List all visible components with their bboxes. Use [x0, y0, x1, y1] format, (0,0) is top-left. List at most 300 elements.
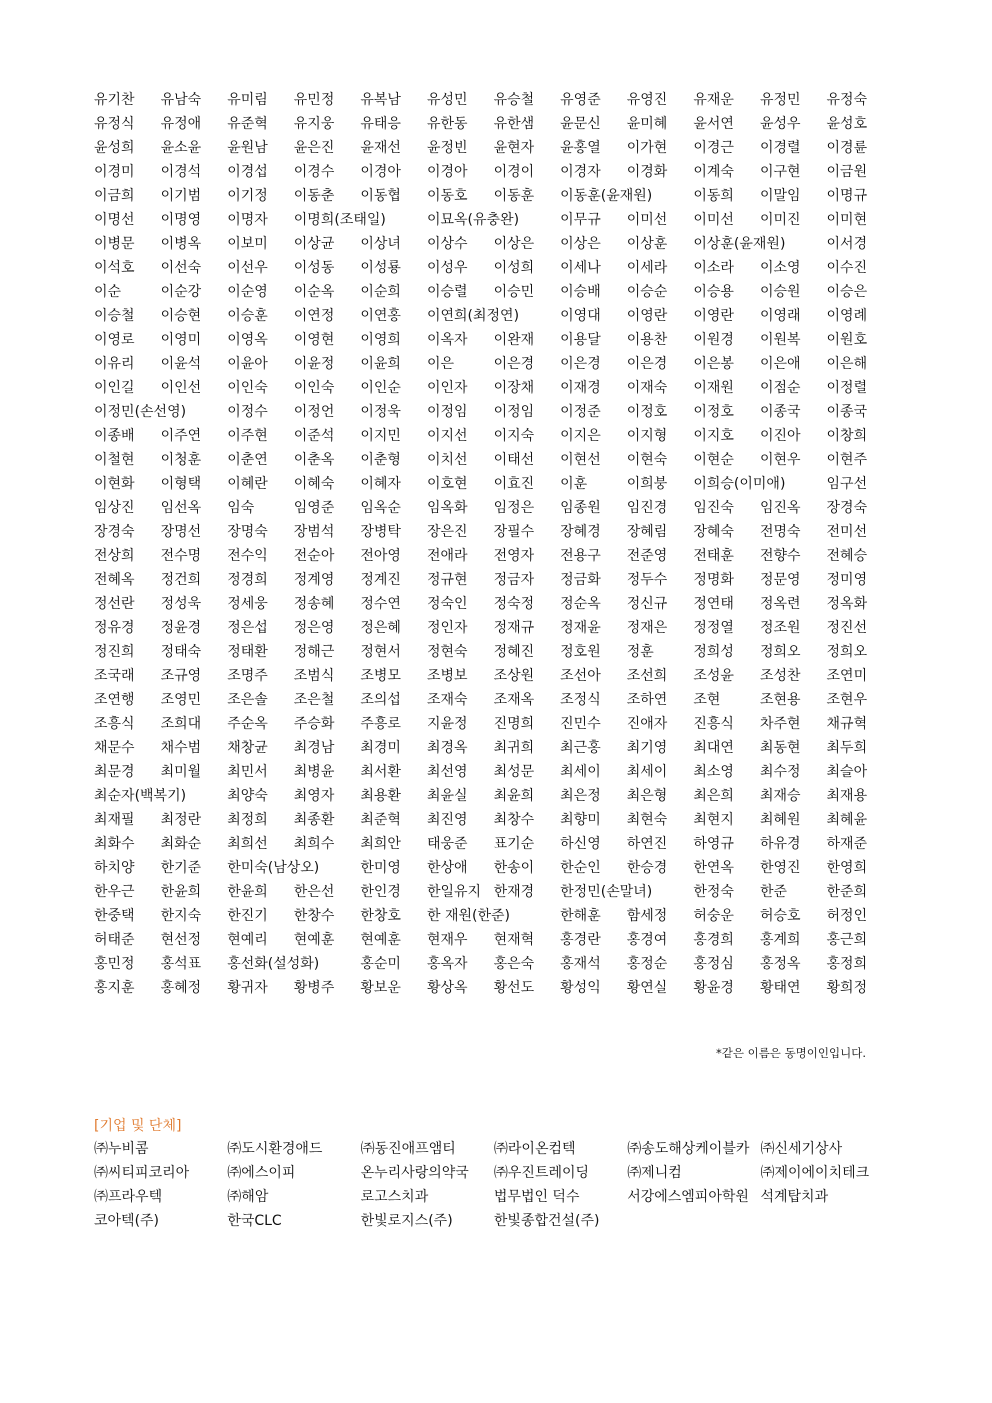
donor-name: 정규현 [426, 572, 468, 588]
corporation-name: ㈜도시환경애드 [227, 1141, 323, 1157]
donor-name [627, 184, 694, 208]
donor-name: 이선우 [227, 260, 268, 276]
donor-name: 이원복 [759, 332, 801, 348]
donor-name: 이현주 [826, 452, 868, 468]
donor-name: 이재원 [693, 380, 734, 396]
donor-name: 현예훈 [293, 932, 335, 948]
donor-name: 최준혁 [360, 812, 401, 828]
donor-name: 최현숙 [626, 812, 668, 828]
donor-name: 이인자 [426, 380, 468, 396]
donor-name: 정희성 [693, 644, 734, 660]
donor-name: 정선란 [94, 596, 135, 612]
donor-name: 한해훈 [560, 908, 601, 924]
donor-name: 최현지 [693, 812, 734, 828]
donor-name: 유준혁 [227, 116, 268, 132]
donor-name: 윤소윤 [160, 140, 202, 156]
name-row [94, 256, 874, 280]
donor-name: 윤미혜 [626, 116, 668, 132]
donor-name: 조연행 [94, 692, 135, 708]
name-row [94, 112, 874, 136]
donor-name: 이재숙 [626, 380, 668, 396]
donor-name: 한진기 [227, 908, 268, 924]
donor-name: 홍재석 [560, 956, 601, 972]
donor-name: 이경륜 [826, 140, 868, 156]
donor-name: 이치선 [426, 452, 468, 468]
donor-name: 황희정 [826, 980, 868, 996]
donor-name: 황태연 [759, 980, 801, 996]
donor-name: 이혜숙 [293, 476, 335, 492]
donor-name: 이점순 [759, 380, 801, 396]
donor-name: 현재우 [426, 932, 468, 948]
corporation-name: ㈜송도해상케이블카 [627, 1141, 750, 1157]
donor-name: 한윤희 [160, 884, 202, 900]
donor-name: 진흥식 [693, 716, 734, 732]
donor-name: 정은영 [293, 620, 335, 636]
donor-name: 이영란 [693, 308, 734, 324]
donor-name: 윤성호 [826, 116, 868, 132]
name-row [94, 616, 874, 640]
donor-name: 장혜경 [560, 524, 601, 540]
donor-name: 이동희 [693, 188, 734, 204]
donor-name: 홍정희 [826, 956, 868, 972]
name-row [94, 904, 874, 928]
name-row [94, 448, 874, 472]
donor-name: 한우근 [94, 884, 135, 900]
donor-name: 이승원 [759, 284, 801, 300]
donor-name: 유한동 [426, 116, 468, 132]
donor-name [494, 304, 561, 328]
donor-name: 한은선 [293, 884, 335, 900]
donor-name: 전상희 [94, 548, 135, 564]
donor-name: 최양숙 [227, 788, 268, 804]
name-row [94, 304, 874, 328]
donor-name: 이승배 [560, 284, 601, 300]
donor-name: 이순희 [360, 284, 401, 300]
donor-name: 이동협 [360, 188, 401, 204]
corporation-row [94, 1185, 874, 1209]
donor-name: 조선희 [626, 668, 668, 684]
donor-name: 최윤실 [426, 788, 468, 804]
donor-name: 이혜자 [360, 476, 401, 492]
donor-name: 이무규 [560, 212, 601, 228]
donor-name: 최영자 [293, 788, 335, 804]
donor-name: 이명영 [160, 212, 202, 228]
donor-name: 이지은 [560, 428, 601, 444]
donor-name: 조은철 [293, 692, 335, 708]
donor-name: 하유경 [759, 836, 801, 852]
donor-name: 조현용 [759, 692, 801, 708]
donor-name: 이미현 [826, 212, 868, 228]
name-row [94, 784, 874, 808]
donor-name: 전미선 [826, 524, 868, 540]
donor-name: 이현순 [693, 452, 734, 468]
donor-name: 태웅준 [426, 836, 468, 852]
donor-name: 이효진 [493, 476, 535, 492]
corporation-name: 법무법인 덕수 [493, 1189, 580, 1205]
donor-name: 이정욱 [360, 404, 401, 420]
donor-name: 장경숙 [826, 500, 868, 516]
donor-name: 한정숙 [693, 884, 734, 900]
donor-name: 이성동 [293, 260, 335, 276]
donor-name: 최기영 [626, 740, 668, 756]
donor-name: 윤문신 [560, 116, 601, 132]
donor-name: 윤성우 [759, 116, 801, 132]
donor-name: 정진선 [826, 620, 868, 636]
donor-name: 이명자 [227, 212, 268, 228]
donor-name: 유기찬 [94, 92, 135, 108]
corporation-name: 한빛로지스(주) [360, 1213, 453, 1229]
donor-name: 한재경 [493, 884, 535, 900]
donor-name: 최화수 [94, 836, 135, 852]
donor-name: 최정란 [160, 812, 202, 828]
donor-name: 한승경 [626, 860, 668, 876]
donor-name: 조연미 [826, 668, 868, 684]
name-row [94, 88, 874, 112]
donor-name: 이지형 [626, 428, 668, 444]
name-row [94, 688, 874, 712]
donor-name: 이영란 [626, 308, 668, 324]
donor-name: 한송이 [493, 860, 535, 876]
donor-name: 이호현 [426, 476, 468, 492]
donor-name: 이주연 [160, 428, 202, 444]
donor-name: 정은섭 [227, 620, 268, 636]
name-row [94, 352, 874, 376]
donor-name: 임진경 [626, 500, 668, 516]
donor-name: 이소라 [693, 260, 734, 276]
donor-name: 이경렬 [759, 140, 801, 156]
donor-name: 조의섭 [360, 692, 401, 708]
donor-name: 이상은 [493, 236, 535, 252]
donor-name: 하치양 [94, 860, 135, 876]
donor-name: 이완재 [493, 332, 535, 348]
donor-name: 이영로 [94, 332, 135, 348]
donor-name: 이세나 [560, 260, 601, 276]
donor-name: 이윤희 [360, 356, 401, 372]
donor-name: 진애자 [626, 716, 668, 732]
name-row [94, 424, 874, 448]
donor-name: 이경섭 [227, 164, 268, 180]
corporation-name: ㈜제니컴 [627, 1165, 682, 1181]
donor-name: 허태준 [94, 932, 135, 948]
donor-name [161, 400, 228, 424]
donor-name: 조병보 [426, 668, 468, 684]
name-row [94, 232, 874, 256]
donor-name: 최귀희 [493, 740, 535, 756]
donor-name: 이소영 [759, 260, 801, 276]
donor-name: 정호원 [560, 644, 601, 660]
donor-name: 최민서 [227, 764, 268, 780]
donor-name: 정세웅 [227, 596, 268, 612]
donor-name: 이경아 [426, 164, 468, 180]
donor-name: 이병문 [94, 236, 135, 252]
donor-name: 이순영 [227, 284, 268, 300]
name-row [94, 832, 874, 856]
donor-name: 이창희 [826, 428, 868, 444]
donor-name: 조성찬 [759, 668, 801, 684]
donor-name: 최세이 [560, 764, 601, 780]
donor-name: 장혜림 [626, 524, 668, 540]
donor-name: 이영대 [560, 308, 601, 324]
donor-name: 장혜숙 [693, 524, 734, 540]
donor-name: 장명숙 [227, 524, 268, 540]
donor-name: 이원경 [693, 332, 734, 348]
donor-name: 홍민정 [94, 956, 135, 972]
donor-name: 이종배 [94, 428, 135, 444]
donor-name: 이정언 [293, 404, 335, 420]
donor-name: 장은진 [426, 524, 468, 540]
donor-name: 이인선 [160, 380, 202, 396]
donor-name [760, 472, 827, 496]
donor-name: 조규영 [160, 668, 202, 684]
donor-name: 정경희 [227, 572, 268, 588]
name-row [94, 808, 874, 832]
donor-name: 정금자 [493, 572, 535, 588]
donor-name: 황상옥 [426, 980, 468, 996]
donor-name: 이정민(손선영) [94, 404, 187, 420]
corporation-name: 한빛종합건설(주) [493, 1213, 600, 1229]
donor-name: 이정렬 [826, 380, 868, 396]
name-row [94, 160, 874, 184]
donor-name: 전혜옥 [94, 572, 135, 588]
donor-name: 이상은 [560, 236, 601, 252]
donor-name: 윤은진 [293, 140, 335, 156]
corporation-row [94, 1209, 874, 1233]
donor-name: 정조원 [759, 620, 801, 636]
donor-name: 임상진 [94, 500, 135, 516]
donor-name: 정문영 [759, 572, 801, 588]
donor-name: 임선옥 [160, 500, 202, 516]
donor-name: 홍지훈 [94, 980, 135, 996]
donor-name: 최화순 [160, 836, 202, 852]
donor-name: 이세라 [626, 260, 668, 276]
donor-name: 이가현 [626, 140, 668, 156]
name-row [94, 664, 874, 688]
donor-name: 이영옥 [227, 332, 268, 348]
donor-name: 윤원남 [227, 140, 268, 156]
donor-name: 최순자(백복기) [94, 788, 187, 804]
donor-name: 이은해 [826, 356, 868, 372]
donor-name: 이보미 [227, 236, 268, 252]
donor-name: 이인순 [360, 380, 401, 396]
donor-name: 전용구 [560, 548, 601, 564]
donor-name: 유정식 [94, 116, 135, 132]
donor-name: 장필수 [493, 524, 535, 540]
corporation-name: ㈜신세기상사 [760, 1141, 843, 1157]
donor-name: 전순아 [293, 548, 335, 564]
donor-name: 장병탁 [360, 524, 401, 540]
donor-name: 이경미 [94, 164, 135, 180]
donor-name: 임진옥 [759, 500, 801, 516]
donor-name: 이연정 [293, 308, 335, 324]
corporation-name: 코아텍(주) [94, 1213, 160, 1229]
donor-name: 임옥순 [360, 500, 401, 516]
donor-name: 이미선 [693, 212, 734, 228]
donor-name: 이지호 [693, 428, 734, 444]
donor-name: 홍경란 [560, 932, 601, 948]
donor-name: 이춘옥 [293, 452, 335, 468]
donor-name: 이현선 [560, 452, 601, 468]
donor-name: 이연홍 [360, 308, 401, 324]
donor-name: 이종국 [759, 404, 801, 420]
donor-name: 이형택 [160, 476, 202, 492]
name-row [94, 376, 874, 400]
donor-name: 하재준 [826, 836, 868, 852]
donor-name: 조상원 [493, 668, 535, 684]
donor-name: 윤정빈 [426, 140, 468, 156]
donor-name: 정유경 [94, 620, 135, 636]
donor-name: 정재윤 [560, 620, 601, 636]
corporation-name: 석계탑치과 [760, 1189, 829, 1205]
donor-name: 이춘형 [360, 452, 401, 468]
donor-name: 이금원 [826, 164, 868, 180]
donor-name: 이은 [426, 356, 455, 372]
corporation-name: 로고스치과 [360, 1189, 429, 1205]
donor-name: 임종원 [560, 500, 601, 516]
donor-name: 최슬아 [826, 764, 868, 780]
donor-name: 이기정 [227, 188, 268, 204]
name-row [94, 952, 874, 976]
donor-name: 유영준 [560, 92, 601, 108]
donor-name: 유태응 [360, 116, 401, 132]
donor-name: 정신규 [626, 596, 668, 612]
donor-name: 전수명 [160, 548, 202, 564]
donor-name: 윤홍열 [560, 140, 601, 156]
donor-name: 이승순 [626, 284, 668, 300]
donor-name: 최진영 [426, 812, 468, 828]
donor-name: 이경이 [493, 164, 535, 180]
donor-name: 조명주 [227, 668, 268, 684]
donor-name [627, 880, 694, 904]
name-row [94, 136, 874, 160]
donor-name: 최성문 [493, 764, 535, 780]
donor-name: 최창수 [493, 812, 535, 828]
donor-name: 조선아 [560, 668, 601, 684]
donor-name: 이동춘 [293, 188, 335, 204]
donor-name: 홍은숙 [493, 956, 535, 972]
donor-name: 이은경 [560, 356, 601, 372]
donor-name: 이윤아 [227, 356, 268, 372]
donor-name: 이태선 [493, 452, 535, 468]
donor-name: 정진희 [94, 644, 135, 660]
donor-name: 정계진 [360, 572, 401, 588]
name-row [94, 520, 874, 544]
donor-name: 최향미 [560, 812, 601, 828]
donor-name: 최경옥 [426, 740, 468, 756]
donor-name: 한준희 [826, 884, 868, 900]
donor-name: 정건희 [160, 572, 202, 588]
name-row [94, 712, 874, 736]
donor-name: 이순강 [160, 284, 202, 300]
corporate-heading: [기업 및 단체] [94, 1118, 182, 1134]
donor-name: 전태훈 [693, 548, 734, 564]
donor-name: 전수익 [227, 548, 268, 564]
donor-name: 최근홍 [560, 740, 601, 756]
donor-name: 최경남 [293, 740, 335, 756]
donor-name: 이현숙 [626, 452, 668, 468]
donor-name: 최문경 [94, 764, 135, 780]
donor-name: 이윤석 [160, 356, 202, 372]
donor-name: 한순인 [560, 860, 601, 876]
donor-name: 정인자 [426, 620, 468, 636]
donor-name: 조현우 [826, 692, 868, 708]
donor-name: 이순 [94, 284, 122, 300]
donor-name: 최미월 [160, 764, 202, 780]
donor-name: 허승호 [759, 908, 801, 924]
donor-name: 전영자 [493, 548, 535, 564]
donor-name: 유복남 [360, 92, 401, 108]
donor-name: 최희선 [227, 836, 268, 852]
donor-name: 이지선 [426, 428, 468, 444]
donor-name: 이정준 [560, 404, 601, 420]
donor-name: 조정식 [560, 692, 601, 708]
donor-name: 이경석 [160, 164, 202, 180]
donor-name: 장명선 [160, 524, 202, 540]
donor-name: 이훈 [560, 476, 588, 492]
donor-name: 이상훈(윤재원) [693, 236, 786, 252]
donor-name: 전애라 [426, 548, 468, 564]
donor-name: 정훈 [626, 644, 654, 660]
donor-name: 최수정 [759, 764, 801, 780]
donor-name: 이승철 [94, 308, 135, 324]
donor-name: 최재필 [94, 812, 135, 828]
donor-name: 이미선 [626, 212, 668, 228]
donor-name: 한창수 [293, 908, 335, 924]
donor-name: 홍근희 [826, 932, 868, 948]
donor-name: 홍계희 [759, 932, 801, 948]
corporation-name: ㈜해암 [227, 1189, 269, 1205]
donor-name [294, 952, 361, 976]
donor-name: 최혜윤 [826, 812, 868, 828]
donor-name: 정금화 [560, 572, 601, 588]
donor-name: 이승은 [826, 284, 868, 300]
same-name-note: *같은 이름은 동명이인입니다. [715, 1046, 866, 1060]
donor-name: 조영민 [160, 692, 202, 708]
donor-name: 홍정심 [693, 956, 734, 972]
donor-name: 정태숙 [160, 644, 202, 660]
donor-name: 한미영 [360, 860, 401, 876]
donor-name: 한기준 [160, 860, 202, 876]
donor-name: 조범식 [293, 668, 335, 684]
corporation-name: ㈜동진애프앰티 [360, 1141, 456, 1157]
donor-name: 황병주 [293, 980, 335, 996]
name-row [94, 856, 874, 880]
donor-name: 최두희 [826, 740, 868, 756]
donor-name: 채규혁 [826, 716, 868, 732]
donor-name: 유미림 [227, 92, 268, 108]
donor-name: 임영준 [293, 500, 335, 516]
donor-name: 한연옥 [693, 860, 734, 876]
donor-name: 임구선 [826, 476, 868, 492]
donor-name: 임숙 [227, 500, 255, 516]
donor-name: 이연희(최정연) [426, 308, 520, 324]
donor-name: 진명희 [493, 716, 535, 732]
donor-name: 최윤희 [493, 788, 535, 804]
donor-name: 최은형 [626, 788, 668, 804]
donor-name: 조성윤 [693, 668, 734, 684]
donor-name: 홍정옥 [759, 956, 801, 972]
donor-name: 이청훈 [160, 452, 202, 468]
donor-name: 하연진 [626, 836, 668, 852]
name-row [94, 592, 874, 616]
donor-name: 정현서 [360, 644, 401, 660]
donor-name: 채문수 [94, 740, 135, 756]
donor-name: 정정열 [693, 620, 734, 636]
donor-name: 전명숙 [759, 524, 801, 540]
donor-name: 이정호 [693, 404, 734, 420]
donor-name: 이경화 [626, 164, 668, 180]
donor-name: 한상애 [426, 860, 468, 876]
donor-name: 정순옥 [560, 596, 601, 612]
